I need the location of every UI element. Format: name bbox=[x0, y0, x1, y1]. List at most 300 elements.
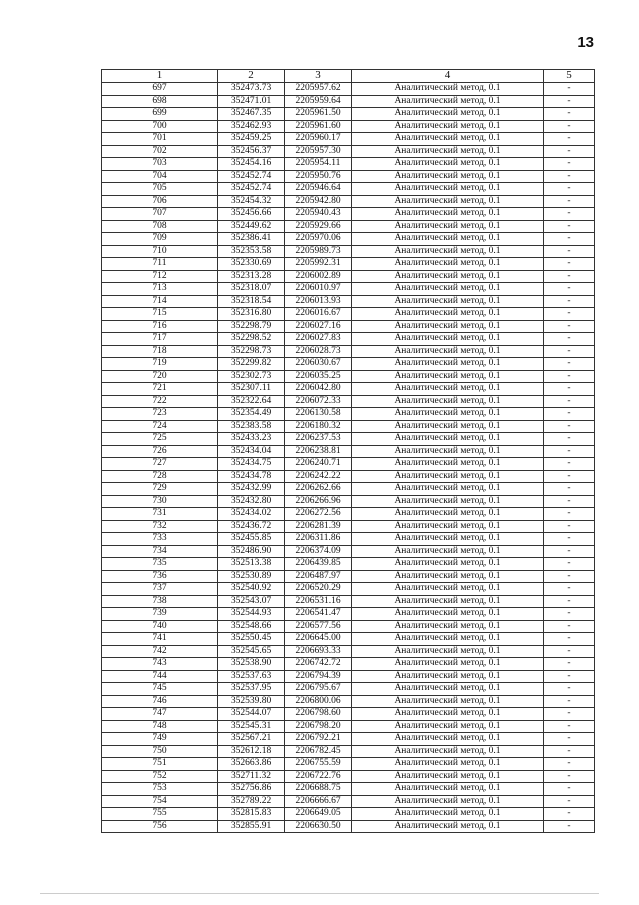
note-cell: - bbox=[544, 383, 595, 396]
method-cell: Аналитический метод, 0.1 bbox=[352, 520, 544, 533]
method-cell: Аналитический метод, 0.1 bbox=[352, 120, 544, 133]
coordinates-table bbox=[101, 69, 595, 833]
point-number-cell: 713 bbox=[102, 283, 218, 296]
point-number-cell: 705 bbox=[102, 183, 218, 196]
y-coordinate-cell: 2206439.85 bbox=[285, 558, 352, 571]
note-cell: - bbox=[544, 745, 595, 758]
point-number-cell: 754 bbox=[102, 795, 218, 808]
table-row bbox=[102, 720, 595, 733]
table-row bbox=[102, 808, 595, 821]
point-number-cell: 743 bbox=[102, 658, 218, 671]
note-cell: - bbox=[544, 633, 595, 646]
x-coordinate-cell: 352316.80 bbox=[218, 308, 285, 321]
point-number-cell: 745 bbox=[102, 683, 218, 696]
table-row bbox=[102, 683, 595, 696]
table-row bbox=[102, 758, 595, 771]
x-coordinate-cell: 352544.93 bbox=[218, 608, 285, 621]
x-coordinate-cell: 352486.90 bbox=[218, 545, 285, 558]
y-coordinate-cell: 2205960.17 bbox=[285, 133, 352, 146]
y-coordinate-cell: 2205957.62 bbox=[285, 83, 352, 96]
note-cell: - bbox=[544, 358, 595, 371]
method-cell: Аналитический метод, 0.1 bbox=[352, 395, 544, 408]
y-coordinate-cell: 2206272.56 bbox=[285, 508, 352, 521]
point-number-cell: 737 bbox=[102, 583, 218, 596]
x-coordinate-cell: 352543.07 bbox=[218, 595, 285, 608]
y-coordinate-cell: 2206649.05 bbox=[285, 808, 352, 821]
method-cell: Аналитический метод, 0.1 bbox=[352, 283, 544, 296]
table-row bbox=[102, 320, 595, 333]
y-coordinate-cell: 2205929.66 bbox=[285, 220, 352, 233]
y-coordinate-cell: 2206755.59 bbox=[285, 758, 352, 771]
point-number-cell: 750 bbox=[102, 745, 218, 758]
x-coordinate-cell: 352318.54 bbox=[218, 295, 285, 308]
x-coordinate-cell: 352432.99 bbox=[218, 483, 285, 496]
table-row bbox=[102, 333, 595, 346]
note-cell: - bbox=[544, 283, 595, 296]
note-cell: - bbox=[544, 733, 595, 746]
y-coordinate-cell: 2205957.30 bbox=[285, 145, 352, 158]
point-number-cell: 727 bbox=[102, 458, 218, 471]
y-coordinate-cell: 2206027.16 bbox=[285, 320, 352, 333]
y-coordinate-cell: 2206630.50 bbox=[285, 820, 352, 833]
table-row bbox=[102, 145, 595, 158]
note-cell: - bbox=[544, 583, 595, 596]
y-coordinate-cell: 2206013.93 bbox=[285, 295, 352, 308]
note-cell: - bbox=[544, 145, 595, 158]
method-cell: Аналитический метод, 0.1 bbox=[352, 83, 544, 96]
y-coordinate-cell: 2206311.86 bbox=[285, 533, 352, 546]
method-cell: Аналитический метод, 0.1 bbox=[352, 108, 544, 121]
method-cell: Аналитический метод, 0.1 bbox=[352, 358, 544, 371]
method-cell: Аналитический метод, 0.1 bbox=[352, 758, 544, 771]
method-cell: Аналитический метод, 0.1 bbox=[352, 333, 544, 346]
note-cell: - bbox=[544, 670, 595, 683]
y-coordinate-cell: 2206742.72 bbox=[285, 658, 352, 671]
note-cell: - bbox=[544, 708, 595, 721]
y-coordinate-cell: 2205959.64 bbox=[285, 95, 352, 108]
y-coordinate-cell: 2205970.06 bbox=[285, 233, 352, 246]
note-cell: - bbox=[544, 545, 595, 558]
table-row bbox=[102, 520, 595, 533]
note-cell: - bbox=[544, 533, 595, 546]
method-cell: Аналитический метод, 0.1 bbox=[352, 445, 544, 458]
method-cell: Аналитический метод, 0.1 bbox=[352, 195, 544, 208]
table-row bbox=[102, 783, 595, 796]
x-coordinate-cell: 352383.58 bbox=[218, 420, 285, 433]
y-coordinate-cell: 2206487.97 bbox=[285, 570, 352, 583]
y-coordinate-cell: 2205950.76 bbox=[285, 170, 352, 183]
header-cell-4: 4 bbox=[352, 70, 544, 83]
note-cell: - bbox=[544, 645, 595, 658]
point-number-cell: 749 bbox=[102, 733, 218, 746]
method-cell: Аналитический метод, 0.1 bbox=[352, 433, 544, 446]
method-cell: Аналитический метод, 0.1 bbox=[352, 595, 544, 608]
x-coordinate-cell: 352855.91 bbox=[218, 820, 285, 833]
note-cell: - bbox=[544, 795, 595, 808]
point-number-cell: 703 bbox=[102, 158, 218, 171]
x-coordinate-cell: 352530.89 bbox=[218, 570, 285, 583]
method-cell: Аналитический метод, 0.1 bbox=[352, 95, 544, 108]
note-cell: - bbox=[544, 608, 595, 621]
note-cell: - bbox=[544, 483, 595, 496]
method-cell: Аналитический метод, 0.1 bbox=[352, 720, 544, 733]
x-coordinate-cell: 352456.37 bbox=[218, 145, 285, 158]
x-coordinate-cell: 352459.25 bbox=[218, 133, 285, 146]
table-row bbox=[102, 370, 595, 383]
x-coordinate-cell: 352467.35 bbox=[218, 108, 285, 121]
note-cell: - bbox=[544, 108, 595, 121]
note-cell: - bbox=[544, 83, 595, 96]
method-cell: Аналитический метод, 0.1 bbox=[352, 183, 544, 196]
table-row bbox=[102, 195, 595, 208]
point-number-cell: 735 bbox=[102, 558, 218, 571]
table-row bbox=[102, 358, 595, 371]
point-number-cell: 731 bbox=[102, 508, 218, 521]
y-coordinate-cell: 2206237.53 bbox=[285, 433, 352, 446]
point-number-cell: 722 bbox=[102, 395, 218, 408]
table-row bbox=[102, 158, 595, 171]
point-number-cell: 726 bbox=[102, 445, 218, 458]
y-coordinate-cell: 2205942.80 bbox=[285, 195, 352, 208]
note-cell: - bbox=[544, 170, 595, 183]
table-row bbox=[102, 308, 595, 321]
y-coordinate-cell: 2205961.50 bbox=[285, 108, 352, 121]
y-coordinate-cell: 2206795.67 bbox=[285, 683, 352, 696]
point-number-cell: 712 bbox=[102, 270, 218, 283]
point-number-cell: 721 bbox=[102, 383, 218, 396]
point-number-cell: 753 bbox=[102, 783, 218, 796]
point-number-cell: 736 bbox=[102, 570, 218, 583]
x-coordinate-cell: 352471.01 bbox=[218, 95, 285, 108]
note-cell: - bbox=[544, 270, 595, 283]
table-row bbox=[102, 270, 595, 283]
x-coordinate-cell: 352313.28 bbox=[218, 270, 285, 283]
x-coordinate-cell: 352434.78 bbox=[218, 470, 285, 483]
table-row bbox=[102, 658, 595, 671]
table-row bbox=[102, 83, 595, 96]
y-coordinate-cell: 2206242.22 bbox=[285, 470, 352, 483]
table-row bbox=[102, 495, 595, 508]
point-number-cell: 702 bbox=[102, 145, 218, 158]
x-coordinate-cell: 352545.65 bbox=[218, 645, 285, 658]
method-cell: Аналитический метод, 0.1 bbox=[352, 608, 544, 621]
point-number-cell: 700 bbox=[102, 120, 218, 133]
point-number-cell: 747 bbox=[102, 708, 218, 721]
table-row bbox=[102, 620, 595, 633]
method-cell: Аналитический метод, 0.1 bbox=[352, 308, 544, 321]
table-row bbox=[102, 470, 595, 483]
table-row bbox=[102, 770, 595, 783]
y-coordinate-cell: 2205989.73 bbox=[285, 245, 352, 258]
point-number-cell: 719 bbox=[102, 358, 218, 371]
note-cell: - bbox=[544, 720, 595, 733]
point-number-cell: 751 bbox=[102, 758, 218, 771]
x-coordinate-cell: 352550.45 bbox=[218, 633, 285, 646]
point-number-cell: 739 bbox=[102, 608, 218, 621]
y-coordinate-cell: 2205954.11 bbox=[285, 158, 352, 171]
table-row bbox=[102, 433, 595, 446]
x-coordinate-cell: 352452.74 bbox=[218, 183, 285, 196]
y-coordinate-cell: 2206180.32 bbox=[285, 420, 352, 433]
header-cell-1: 1 bbox=[102, 70, 218, 83]
y-coordinate-cell: 2206374.09 bbox=[285, 545, 352, 558]
point-number-cell: 746 bbox=[102, 695, 218, 708]
x-coordinate-cell: 352354.49 bbox=[218, 408, 285, 421]
bottom-divider bbox=[40, 893, 599, 894]
table-row bbox=[102, 258, 595, 271]
x-coordinate-cell: 352322.64 bbox=[218, 395, 285, 408]
method-cell: Аналитический метод, 0.1 bbox=[352, 170, 544, 183]
note-cell: - bbox=[544, 120, 595, 133]
x-coordinate-cell: 352539.80 bbox=[218, 695, 285, 708]
x-coordinate-cell: 352612.18 bbox=[218, 745, 285, 758]
note-cell: - bbox=[544, 758, 595, 771]
method-cell: Аналитический метод, 0.1 bbox=[352, 270, 544, 283]
note-cell: - bbox=[544, 320, 595, 333]
method-cell: Аналитический метод, 0.1 bbox=[352, 770, 544, 783]
y-coordinate-cell: 2206130.58 bbox=[285, 408, 352, 421]
table-row bbox=[102, 595, 595, 608]
table-row bbox=[102, 583, 595, 596]
table-row bbox=[102, 633, 595, 646]
point-number-cell: 741 bbox=[102, 633, 218, 646]
table-row bbox=[102, 183, 595, 196]
header-row bbox=[102, 70, 595, 83]
table-row bbox=[102, 508, 595, 521]
note-cell: - bbox=[544, 520, 595, 533]
note-cell: - bbox=[544, 445, 595, 458]
method-cell: Аналитический метод, 0.1 bbox=[352, 695, 544, 708]
table-row bbox=[102, 95, 595, 108]
table-row bbox=[102, 533, 595, 546]
y-coordinate-cell: 2206030.67 bbox=[285, 358, 352, 371]
y-coordinate-cell: 2206541.47 bbox=[285, 608, 352, 621]
y-coordinate-cell: 2206042.80 bbox=[285, 383, 352, 396]
y-coordinate-cell: 2206782.45 bbox=[285, 745, 352, 758]
point-number-cell: 720 bbox=[102, 370, 218, 383]
x-coordinate-cell: 352540.92 bbox=[218, 583, 285, 596]
method-cell: Аналитический метод, 0.1 bbox=[352, 583, 544, 596]
method-cell: Аналитический метод, 0.1 bbox=[352, 320, 544, 333]
method-cell: Аналитический метод, 0.1 bbox=[352, 808, 544, 821]
y-coordinate-cell: 2206645.00 bbox=[285, 633, 352, 646]
point-number-cell: 740 bbox=[102, 620, 218, 633]
y-coordinate-cell: 2205961.60 bbox=[285, 120, 352, 133]
method-cell: Аналитический метод, 0.1 bbox=[352, 220, 544, 233]
table-row bbox=[102, 558, 595, 571]
table-row bbox=[102, 745, 595, 758]
x-coordinate-cell: 352436.72 bbox=[218, 520, 285, 533]
note-cell: - bbox=[544, 308, 595, 321]
y-coordinate-cell: 2206722.76 bbox=[285, 770, 352, 783]
x-coordinate-cell: 352513.38 bbox=[218, 558, 285, 571]
note-cell: - bbox=[544, 820, 595, 833]
x-coordinate-cell: 352386.41 bbox=[218, 233, 285, 246]
x-coordinate-cell: 352537.63 bbox=[218, 670, 285, 683]
y-coordinate-cell: 2206027.83 bbox=[285, 333, 352, 346]
x-coordinate-cell: 352456.66 bbox=[218, 208, 285, 221]
y-coordinate-cell: 2206238.81 bbox=[285, 445, 352, 458]
method-cell: Аналитический метод, 0.1 bbox=[352, 683, 544, 696]
x-coordinate-cell: 352473.73 bbox=[218, 83, 285, 96]
y-coordinate-cell: 2206798.20 bbox=[285, 720, 352, 733]
x-coordinate-cell: 352537.95 bbox=[218, 683, 285, 696]
y-coordinate-cell: 2206035.25 bbox=[285, 370, 352, 383]
note-cell: - bbox=[544, 683, 595, 696]
note-cell: - bbox=[544, 420, 595, 433]
table-row bbox=[102, 695, 595, 708]
method-cell: Аналитический метод, 0.1 bbox=[352, 458, 544, 471]
table-row bbox=[102, 170, 595, 183]
method-cell: Аналитический метод, 0.1 bbox=[352, 258, 544, 271]
note-cell: - bbox=[544, 233, 595, 246]
table-row bbox=[102, 245, 595, 258]
point-number-cell: 711 bbox=[102, 258, 218, 271]
x-coordinate-cell: 352455.85 bbox=[218, 533, 285, 546]
y-coordinate-cell: 2206281.39 bbox=[285, 520, 352, 533]
note-cell: - bbox=[544, 808, 595, 821]
y-coordinate-cell: 2206010.97 bbox=[285, 283, 352, 296]
table-row bbox=[102, 133, 595, 146]
table-row bbox=[102, 670, 595, 683]
table-row bbox=[102, 395, 595, 408]
x-coordinate-cell: 352452.74 bbox=[218, 170, 285, 183]
table-row bbox=[102, 420, 595, 433]
y-coordinate-cell: 2206531.16 bbox=[285, 595, 352, 608]
y-coordinate-cell: 2205940.43 bbox=[285, 208, 352, 221]
page-number: 13 bbox=[577, 34, 594, 51]
x-coordinate-cell: 352538.90 bbox=[218, 658, 285, 671]
note-cell: - bbox=[544, 295, 595, 308]
method-cell: Аналитический метод, 0.1 bbox=[352, 495, 544, 508]
point-number-cell: 730 bbox=[102, 495, 218, 508]
x-coordinate-cell: 352544.07 bbox=[218, 708, 285, 721]
method-cell: Аналитический метод, 0.1 bbox=[352, 420, 544, 433]
point-number-cell: 755 bbox=[102, 808, 218, 821]
method-cell: Аналитический метод, 0.1 bbox=[352, 658, 544, 671]
x-coordinate-cell: 352545.31 bbox=[218, 720, 285, 733]
table-row bbox=[102, 570, 595, 583]
method-cell: Аналитический метод, 0.1 bbox=[352, 145, 544, 158]
method-cell: Аналитический метод, 0.1 bbox=[352, 295, 544, 308]
header-cell-5: 5 bbox=[544, 70, 595, 83]
point-number-cell: 715 bbox=[102, 308, 218, 321]
method-cell: Аналитический метод, 0.1 bbox=[352, 383, 544, 396]
x-coordinate-cell: 352548.66 bbox=[218, 620, 285, 633]
note-cell: - bbox=[544, 620, 595, 633]
point-number-cell: 729 bbox=[102, 483, 218, 496]
method-cell: Аналитический метод, 0.1 bbox=[352, 408, 544, 421]
point-number-cell: 738 bbox=[102, 595, 218, 608]
note-cell: - bbox=[544, 658, 595, 671]
point-number-cell: 718 bbox=[102, 345, 218, 358]
point-number-cell: 752 bbox=[102, 770, 218, 783]
table-row bbox=[102, 445, 595, 458]
note-cell: - bbox=[544, 370, 595, 383]
method-cell: Аналитический метод, 0.1 bbox=[352, 633, 544, 646]
x-coordinate-cell: 352567.21 bbox=[218, 733, 285, 746]
x-coordinate-cell: 352434.75 bbox=[218, 458, 285, 471]
table-row bbox=[102, 295, 595, 308]
point-number-cell: 706 bbox=[102, 195, 218, 208]
y-coordinate-cell: 2206240.71 bbox=[285, 458, 352, 471]
note-cell: - bbox=[544, 595, 595, 608]
x-coordinate-cell: 352434.02 bbox=[218, 508, 285, 521]
table-row bbox=[102, 108, 595, 121]
note-cell: - bbox=[544, 220, 595, 233]
method-cell: Аналитический метод, 0.1 bbox=[352, 820, 544, 833]
point-number-cell: 704 bbox=[102, 170, 218, 183]
table-row bbox=[102, 608, 595, 621]
note-cell: - bbox=[544, 570, 595, 583]
method-cell: Аналитический метод, 0.1 bbox=[352, 670, 544, 683]
method-cell: Аналитический метод, 0.1 bbox=[352, 508, 544, 521]
table-row bbox=[102, 795, 595, 808]
note-cell: - bbox=[544, 158, 595, 171]
note-cell: - bbox=[544, 558, 595, 571]
point-number-cell: 734 bbox=[102, 545, 218, 558]
table-row bbox=[102, 545, 595, 558]
method-cell: Аналитический метод, 0.1 bbox=[352, 545, 544, 558]
table-row bbox=[102, 708, 595, 721]
x-coordinate-cell: 352298.79 bbox=[218, 320, 285, 333]
note-cell: - bbox=[544, 783, 595, 796]
note-cell: - bbox=[544, 195, 595, 208]
y-coordinate-cell: 2206262.66 bbox=[285, 483, 352, 496]
table-row bbox=[102, 233, 595, 246]
note-cell: - bbox=[544, 508, 595, 521]
table-row bbox=[102, 383, 595, 396]
x-coordinate-cell: 352432.80 bbox=[218, 495, 285, 508]
y-coordinate-cell: 2206072.33 bbox=[285, 395, 352, 408]
note-cell: - bbox=[544, 408, 595, 421]
table-row bbox=[102, 208, 595, 221]
note-cell: - bbox=[544, 208, 595, 221]
point-number-cell: 733 bbox=[102, 533, 218, 546]
point-number-cell: 699 bbox=[102, 108, 218, 121]
method-cell: Аналитический метод, 0.1 bbox=[352, 345, 544, 358]
y-coordinate-cell: 2206520.29 bbox=[285, 583, 352, 596]
y-coordinate-cell: 2206016.67 bbox=[285, 308, 352, 321]
method-cell: Аналитический метод, 0.1 bbox=[352, 208, 544, 221]
method-cell: Аналитический метод, 0.1 bbox=[352, 133, 544, 146]
y-coordinate-cell: 2206800.06 bbox=[285, 695, 352, 708]
x-coordinate-cell: 352815.83 bbox=[218, 808, 285, 821]
table-row bbox=[102, 645, 595, 658]
point-number-cell: 744 bbox=[102, 670, 218, 683]
x-coordinate-cell: 352299.82 bbox=[218, 358, 285, 371]
x-coordinate-cell: 352756.86 bbox=[218, 783, 285, 796]
table-row bbox=[102, 733, 595, 746]
x-coordinate-cell: 352307.11 bbox=[218, 383, 285, 396]
x-coordinate-cell: 352353.58 bbox=[218, 245, 285, 258]
point-number-cell: 742 bbox=[102, 645, 218, 658]
method-cell: Аналитический метод, 0.1 bbox=[352, 245, 544, 258]
method-cell: Аналитический метод, 0.1 bbox=[352, 733, 544, 746]
note-cell: - bbox=[544, 495, 595, 508]
point-number-cell: 701 bbox=[102, 133, 218, 146]
method-cell: Аналитический метод, 0.1 bbox=[352, 570, 544, 583]
y-coordinate-cell: 2205992.31 bbox=[285, 258, 352, 271]
point-number-cell: 717 bbox=[102, 333, 218, 346]
x-coordinate-cell: 352454.32 bbox=[218, 195, 285, 208]
point-number-cell: 756 bbox=[102, 820, 218, 833]
point-number-cell: 710 bbox=[102, 245, 218, 258]
y-coordinate-cell: 2205946.64 bbox=[285, 183, 352, 196]
method-cell: Аналитический метод, 0.1 bbox=[352, 645, 544, 658]
note-cell: - bbox=[544, 245, 595, 258]
x-coordinate-cell: 352711.32 bbox=[218, 770, 285, 783]
